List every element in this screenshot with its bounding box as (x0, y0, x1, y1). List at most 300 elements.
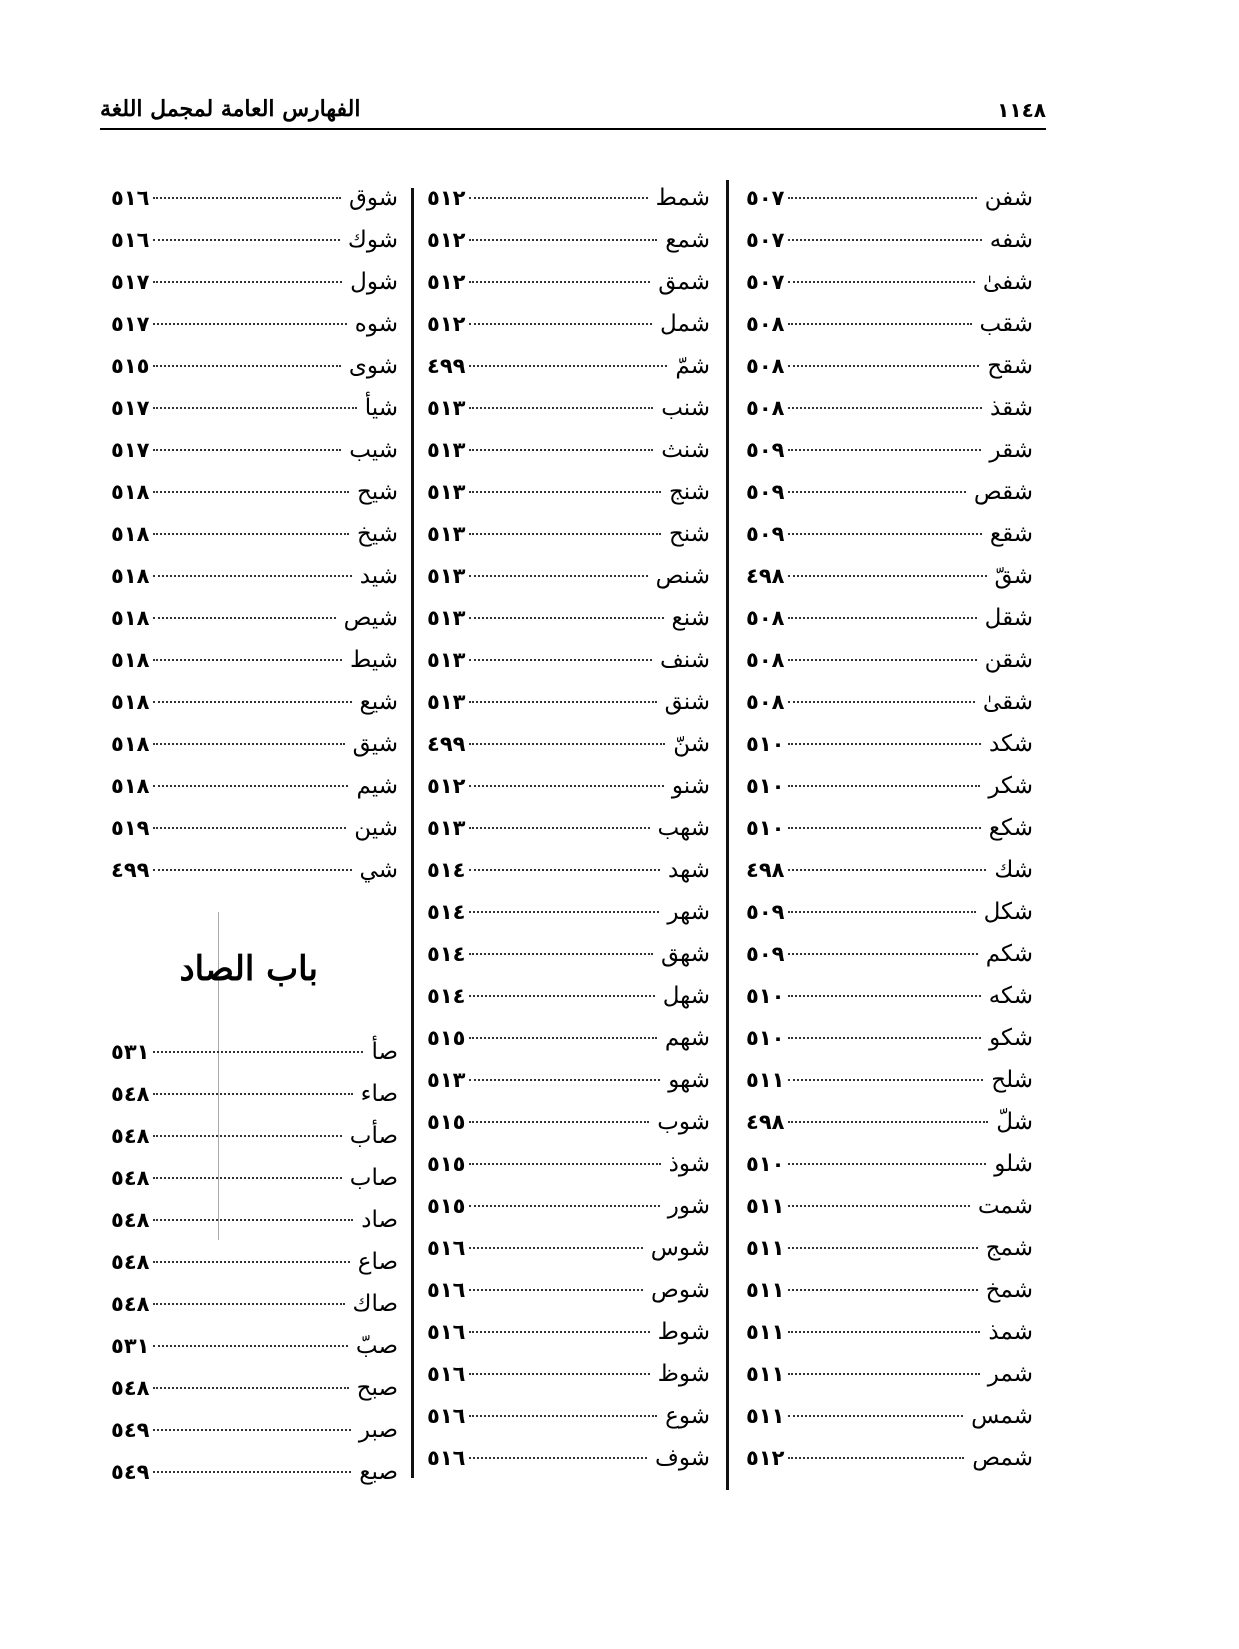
index-entry (427, 983, 710, 1025)
entry-page-number: ٥١٥ (427, 1026, 466, 1050)
entry-page-number: ٥٤٩ (111, 1460, 150, 1484)
index-entry (111, 521, 398, 563)
entry-root: شهق (660, 941, 710, 967)
entry-root: صأ (371, 1039, 398, 1065)
entry-root: شوى (348, 353, 398, 379)
entry-root: شكو (989, 1025, 1033, 1051)
entry-root: شمّ (675, 353, 710, 379)
entry-root: شقب (979, 311, 1033, 337)
entry-root: شفىٰ (982, 269, 1033, 295)
dot-leader (153, 1051, 363, 1053)
entry-root: شنف (659, 647, 710, 673)
dot-leader (153, 659, 342, 661)
entry-page-number: ٥١٦ (427, 1404, 466, 1428)
entry-page-number: ٥١٧ (111, 396, 150, 420)
entry-root: شهد (668, 857, 710, 883)
index-entry (427, 605, 710, 647)
dot-leader (153, 1135, 341, 1137)
index-entry (427, 269, 710, 311)
index-entry (746, 1235, 1033, 1277)
entry-root: شفه (989, 227, 1033, 253)
index-entry (111, 563, 398, 605)
entry-page-number: ٥١٦ (111, 186, 150, 210)
entry-root: صبح (356, 1375, 398, 1401)
entry-root: شيط (349, 647, 398, 673)
dot-leader (469, 659, 652, 661)
entry-root: شك (994, 857, 1033, 883)
index-entry (746, 689, 1033, 731)
index-entry (111, 647, 398, 689)
entry-page-number: ٥١٠ (746, 984, 785, 1008)
entry-root: شمخ (985, 1277, 1033, 1303)
index-entry (746, 1067, 1033, 1109)
dot-leader (153, 827, 346, 829)
index-entry (746, 311, 1033, 353)
index-entry (111, 1375, 398, 1417)
index-entry (746, 479, 1033, 521)
entry-page-number: ٥٠٧ (746, 186, 785, 210)
entry-page-number: ٥٠٨ (746, 312, 785, 336)
dot-leader (469, 1037, 656, 1039)
index-entry (427, 815, 710, 857)
entry-page-number: ٥١٦ (427, 1236, 466, 1260)
index-entry (427, 479, 710, 521)
entry-root: صبع (359, 1459, 398, 1485)
dot-leader (153, 575, 351, 577)
index-entry (427, 1193, 710, 1235)
entry-root: شي (359, 857, 398, 883)
index-entry (427, 1067, 710, 1109)
dot-leader (469, 533, 660, 535)
index-entry (427, 185, 710, 227)
entry-page-number: ٥١٣ (427, 816, 466, 840)
dot-leader (469, 995, 654, 997)
entry-root: شهل (662, 983, 710, 1009)
index-entry (427, 941, 710, 983)
index-entry (427, 731, 710, 773)
entry-page-number: ٥٠٧ (746, 270, 785, 294)
index-entry (111, 1039, 398, 1081)
entry-page-number: ٥١٧ (111, 270, 150, 294)
dot-leader (788, 491, 965, 493)
index-entry (111, 353, 398, 395)
index-entry (111, 479, 398, 521)
entry-page-number: ٥٤٨ (111, 1208, 150, 1232)
column-divider-right (726, 180, 729, 1490)
entry-root: شيب (349, 437, 398, 463)
entry-page-number: ٥١٠ (746, 816, 785, 840)
dot-leader (153, 1303, 344, 1305)
index-entry (427, 1361, 710, 1403)
entry-root: شكع (988, 815, 1033, 841)
dot-leader (469, 1247, 642, 1249)
entry-page-number: ٤٩٨ (746, 564, 785, 588)
entry-page-number: ٥١٤ (427, 900, 466, 924)
entry-root: شيم (356, 773, 398, 799)
dot-leader (469, 1079, 660, 1081)
dot-leader (788, 407, 982, 409)
index-entry (427, 773, 710, 815)
entry-root: شمص (972, 1445, 1033, 1471)
entry-page-number: ٥٠٧ (746, 228, 785, 252)
entry-page-number: ٥٠٨ (746, 690, 785, 714)
dot-leader (469, 743, 665, 745)
entry-root: شمق (658, 269, 710, 295)
dot-leader (788, 1247, 977, 1249)
entry-page-number: ٥١٨ (111, 480, 150, 504)
entry-page-number: ٤٩٩ (427, 354, 466, 378)
dot-leader (153, 1219, 353, 1221)
entry-root: شور (667, 1193, 710, 1219)
dot-leader (788, 1163, 986, 1165)
entry-root: شيع (359, 689, 398, 715)
entry-page-number: ٥١٥ (427, 1194, 466, 1218)
dot-leader (469, 281, 650, 283)
dot-leader (788, 911, 975, 913)
entry-root: شيص (343, 605, 398, 631)
entry-root: شوس (650, 1235, 710, 1261)
entry-page-number: ٥١٧ (111, 438, 150, 462)
entry-page-number: ٥٤٨ (111, 1166, 150, 1190)
entry-page-number: ٥١٨ (111, 564, 150, 588)
index-entry (427, 437, 710, 479)
entry-page-number: ٥١١ (746, 1320, 785, 1344)
index-entry (427, 563, 710, 605)
page-number: ١١٤٨ (997, 98, 1046, 122)
entry-page-number: ٥١٢ (427, 774, 466, 798)
dot-leader (469, 575, 647, 577)
entry-root: صبّ (355, 1333, 398, 1359)
entry-root: صأب (349, 1123, 398, 1149)
entry-page-number: ٥٤٨ (111, 1082, 150, 1106)
entry-page-number: ٥١٥ (427, 1110, 466, 1134)
entry-root: شمذ (988, 1319, 1033, 1345)
entry-page-number: ٥١١ (746, 1236, 785, 1260)
dot-leader (788, 953, 977, 955)
entry-root: شنع (671, 605, 710, 631)
index-entry (427, 353, 710, 395)
index-entry (746, 1277, 1033, 1319)
entry-root: شلو (994, 1151, 1033, 1177)
index-entry (427, 857, 710, 899)
index-entry (427, 1235, 710, 1277)
dot-leader (469, 407, 653, 409)
dot-leader (788, 659, 976, 661)
entry-page-number: ٤٩٩ (111, 858, 150, 882)
index-entry (111, 437, 398, 479)
entry-page-number: ٥١٨ (111, 648, 150, 672)
entry-root: شمط (655, 185, 710, 211)
entry-page-number: ٥١٦ (427, 1278, 466, 1302)
entry-root: شوط (657, 1319, 710, 1345)
index-entry (746, 437, 1033, 479)
entry-root: شقص (973, 479, 1033, 505)
entry-root: شهب (657, 815, 710, 841)
index-entry (111, 395, 398, 437)
entry-page-number: ٥٠٨ (746, 354, 785, 378)
dot-leader (153, 533, 348, 535)
entry-root: شيخ (356, 521, 398, 547)
entry-page-number: ٥١٤ (427, 858, 466, 882)
column-3-top-entries (111, 185, 398, 899)
entry-page-number: ٥١٣ (427, 564, 466, 588)
index-entry (111, 1417, 398, 1459)
index-entry (427, 227, 710, 269)
entry-page-number: ٥١٦ (111, 228, 150, 252)
dot-leader (469, 1289, 643, 1291)
entry-page-number: ٤٩٩ (427, 732, 466, 756)
index-column-2 (427, 185, 710, 1487)
entry-page-number: ٥٠٨ (746, 648, 785, 672)
index-entry (746, 731, 1033, 773)
index-entry (111, 731, 398, 773)
entry-root: شهم (664, 1025, 710, 1051)
entry-root: شوب (657, 1109, 710, 1135)
entry-root: شقح (987, 353, 1033, 379)
entry-page-number: ٥١١ (746, 1278, 785, 1302)
entry-page-number: ٥٣١ (111, 1334, 150, 1358)
index-entry (746, 605, 1033, 647)
dot-leader (788, 1457, 964, 1459)
entry-root: صاب (349, 1165, 398, 1191)
dot-leader (153, 617, 335, 619)
entry-root: شنّ (673, 731, 710, 757)
entry-page-number: ٥١٣ (427, 396, 466, 420)
dot-leader (788, 617, 976, 619)
index-entry (746, 521, 1033, 563)
entry-page-number: ٥١٨ (111, 690, 150, 714)
index-entry (111, 689, 398, 731)
dot-leader (153, 281, 342, 283)
dot-leader (788, 827, 980, 829)
dot-leader (788, 1205, 969, 1207)
entry-page-number: ٥١٨ (111, 732, 150, 756)
entry-page-number: ٥١٥ (427, 1152, 466, 1176)
entry-page-number: ٥١٧ (111, 312, 150, 336)
index-entry (111, 227, 398, 269)
entry-page-number: ٥٣١ (111, 1040, 150, 1064)
entry-page-number: ٤٩٨ (746, 1110, 785, 1134)
dot-leader (788, 1331, 980, 1333)
entry-page-number: ٥١٣ (427, 606, 466, 630)
index-entry (746, 1403, 1033, 1445)
dot-leader (153, 1345, 347, 1347)
index-column-3 (111, 185, 398, 1501)
entry-page-number: ٥٠٩ (746, 900, 785, 924)
dot-leader (153, 1471, 351, 1473)
entry-page-number: ٥١١ (746, 1194, 785, 1218)
dot-leader (788, 743, 981, 745)
dot-leader (469, 365, 667, 367)
entry-page-number: ٥١٥ (111, 354, 150, 378)
dot-leader (469, 197, 647, 199)
entry-root: شلح (991, 1067, 1033, 1093)
dot-leader (469, 953, 652, 955)
dot-leader (469, 1331, 649, 1333)
index-entry (427, 1151, 710, 1193)
entry-root: شمت (977, 1193, 1033, 1219)
dot-leader (469, 1205, 659, 1207)
dot-leader (469, 785, 663, 787)
dot-leader (469, 1163, 660, 1165)
dot-leader (469, 449, 653, 451)
entry-root: شقع (989, 521, 1033, 547)
entry-page-number: ٥١٢ (746, 1446, 785, 1470)
entry-root: شيد (359, 563, 398, 589)
entry-page-number: ٥١٦ (427, 1446, 466, 1470)
entry-page-number: ٤٩٨ (746, 858, 785, 882)
entry-root: شوق (349, 185, 398, 211)
entry-page-number: ٥١١ (746, 1404, 785, 1428)
dot-leader (788, 1289, 977, 1291)
entry-page-number: ٥٤٨ (111, 1250, 150, 1274)
entry-page-number: ٥٠٩ (746, 480, 785, 504)
entry-page-number: ٥١٨ (111, 522, 150, 546)
entry-root: شوظ (657, 1361, 710, 1387)
entry-root: شمر (987, 1361, 1033, 1387)
index-entry (111, 605, 398, 647)
entry-root: شوع (665, 1403, 710, 1429)
entry-root: شقىٰ (982, 689, 1033, 715)
dot-leader (788, 323, 971, 325)
entry-root: شوه (354, 311, 398, 337)
entry-root: شين (354, 815, 398, 841)
index-entry (427, 899, 710, 941)
index-entry (746, 983, 1033, 1025)
entry-root: صبر (358, 1417, 398, 1443)
dot-leader (153, 869, 351, 871)
entry-root: صاك (352, 1291, 398, 1317)
entry-root: شنص (655, 563, 710, 589)
index-entry (427, 1025, 710, 1067)
entry-root: شهو (668, 1067, 710, 1093)
index-entry (427, 647, 710, 689)
dot-leader (788, 1037, 981, 1039)
entry-page-number: ٥٤٨ (111, 1376, 150, 1400)
index-entry (746, 1193, 1033, 1235)
dot-leader (788, 281, 974, 283)
column-divider-left (411, 188, 414, 1478)
entry-root: شنب (661, 395, 710, 421)
entry-page-number: ٥١٣ (427, 480, 466, 504)
index-entry (111, 1249, 398, 1291)
dot-leader (788, 1373, 979, 1375)
entry-root: شيأ (364, 395, 398, 421)
entry-page-number: ٥١٣ (427, 1068, 466, 1092)
index-entry (746, 353, 1033, 395)
index-entry (111, 1123, 398, 1165)
index-entry (111, 857, 398, 899)
entry-root: شكل (983, 899, 1033, 925)
entry-page-number: ٥١٣ (427, 690, 466, 714)
index-entry (427, 1403, 710, 1445)
entry-root: شنق (664, 689, 710, 715)
index-entry (111, 1165, 398, 1207)
index-entry (427, 521, 710, 563)
entry-page-number: ٥٠٨ (746, 396, 785, 420)
index-entry (111, 815, 398, 857)
entry-root: شكه (988, 983, 1033, 1009)
index-entry (427, 395, 710, 437)
entry-root: شيح (356, 479, 398, 505)
entry-page-number: ٥١٤ (427, 942, 466, 966)
index-entry (111, 185, 398, 227)
entry-root: شمج (985, 1235, 1033, 1261)
entry-root: شوص (651, 1277, 710, 1303)
running-title: الفهارس العامة لمجمل اللغة (100, 96, 361, 122)
index-entry (746, 773, 1033, 815)
index-entry (746, 647, 1033, 689)
entry-root: شنو (671, 773, 710, 799)
dot-leader (469, 911, 659, 913)
index-column-1 (746, 185, 1033, 1487)
entry-page-number: ٥١٠ (746, 1026, 785, 1050)
index-entry (746, 857, 1033, 899)
entry-page-number: ٥٤٨ (111, 1292, 150, 1316)
dot-leader (153, 1093, 352, 1095)
dot-leader (788, 239, 981, 241)
dot-leader (469, 1373, 649, 1375)
entry-page-number: ٥٠٨ (746, 606, 785, 630)
dot-leader (788, 575, 986, 577)
entry-page-number: ٥٠٩ (746, 942, 785, 966)
dot-leader (788, 365, 979, 367)
entry-page-number: ٥١٣ (427, 438, 466, 462)
dot-leader (153, 785, 348, 787)
index-entry (746, 1109, 1033, 1151)
entry-page-number: ٥١٠ (746, 732, 785, 756)
dot-leader (469, 869, 660, 871)
entry-page-number: ٥١٣ (427, 522, 466, 546)
dot-leader (469, 1121, 649, 1123)
index-entry (111, 773, 398, 815)
dot-leader (469, 1457, 647, 1459)
entry-page-number: ٥١٠ (746, 1152, 785, 1176)
dot-leader (469, 827, 649, 829)
index-entry (111, 1291, 398, 1333)
entry-page-number: ٥٠٩ (746, 522, 785, 546)
entry-page-number: ٥١٩ (111, 816, 150, 840)
index-entry (746, 1319, 1033, 1361)
dot-leader (469, 701, 656, 703)
entry-root: شنح (668, 521, 710, 547)
entry-root: شنج (668, 479, 710, 505)
index-entry (746, 395, 1033, 437)
dot-leader (153, 197, 341, 199)
dot-leader (788, 1121, 988, 1123)
entry-root: شقذ (990, 395, 1033, 421)
entry-root: شكد (988, 731, 1033, 757)
entry-page-number: ٥١٠ (746, 774, 785, 798)
entry-page-number: ٥٤٩ (111, 1418, 150, 1442)
dot-leader (153, 449, 341, 451)
index-entry (111, 1459, 398, 1501)
entry-root: شمل (660, 311, 710, 337)
dot-leader (153, 743, 344, 745)
entry-page-number: ٥١١ (746, 1068, 785, 1092)
index-entry (427, 1319, 710, 1361)
index-entry (746, 1445, 1033, 1487)
dot-leader (153, 1429, 350, 1431)
entry-root: شنث (661, 437, 710, 463)
dot-leader (788, 995, 980, 997)
column-3-bottom-entries (111, 1039, 398, 1501)
index-entry (427, 689, 710, 731)
index-entry (427, 1277, 710, 1319)
index-entry (746, 1151, 1033, 1193)
entry-root: شكم (985, 941, 1033, 967)
page-header (100, 86, 1046, 130)
